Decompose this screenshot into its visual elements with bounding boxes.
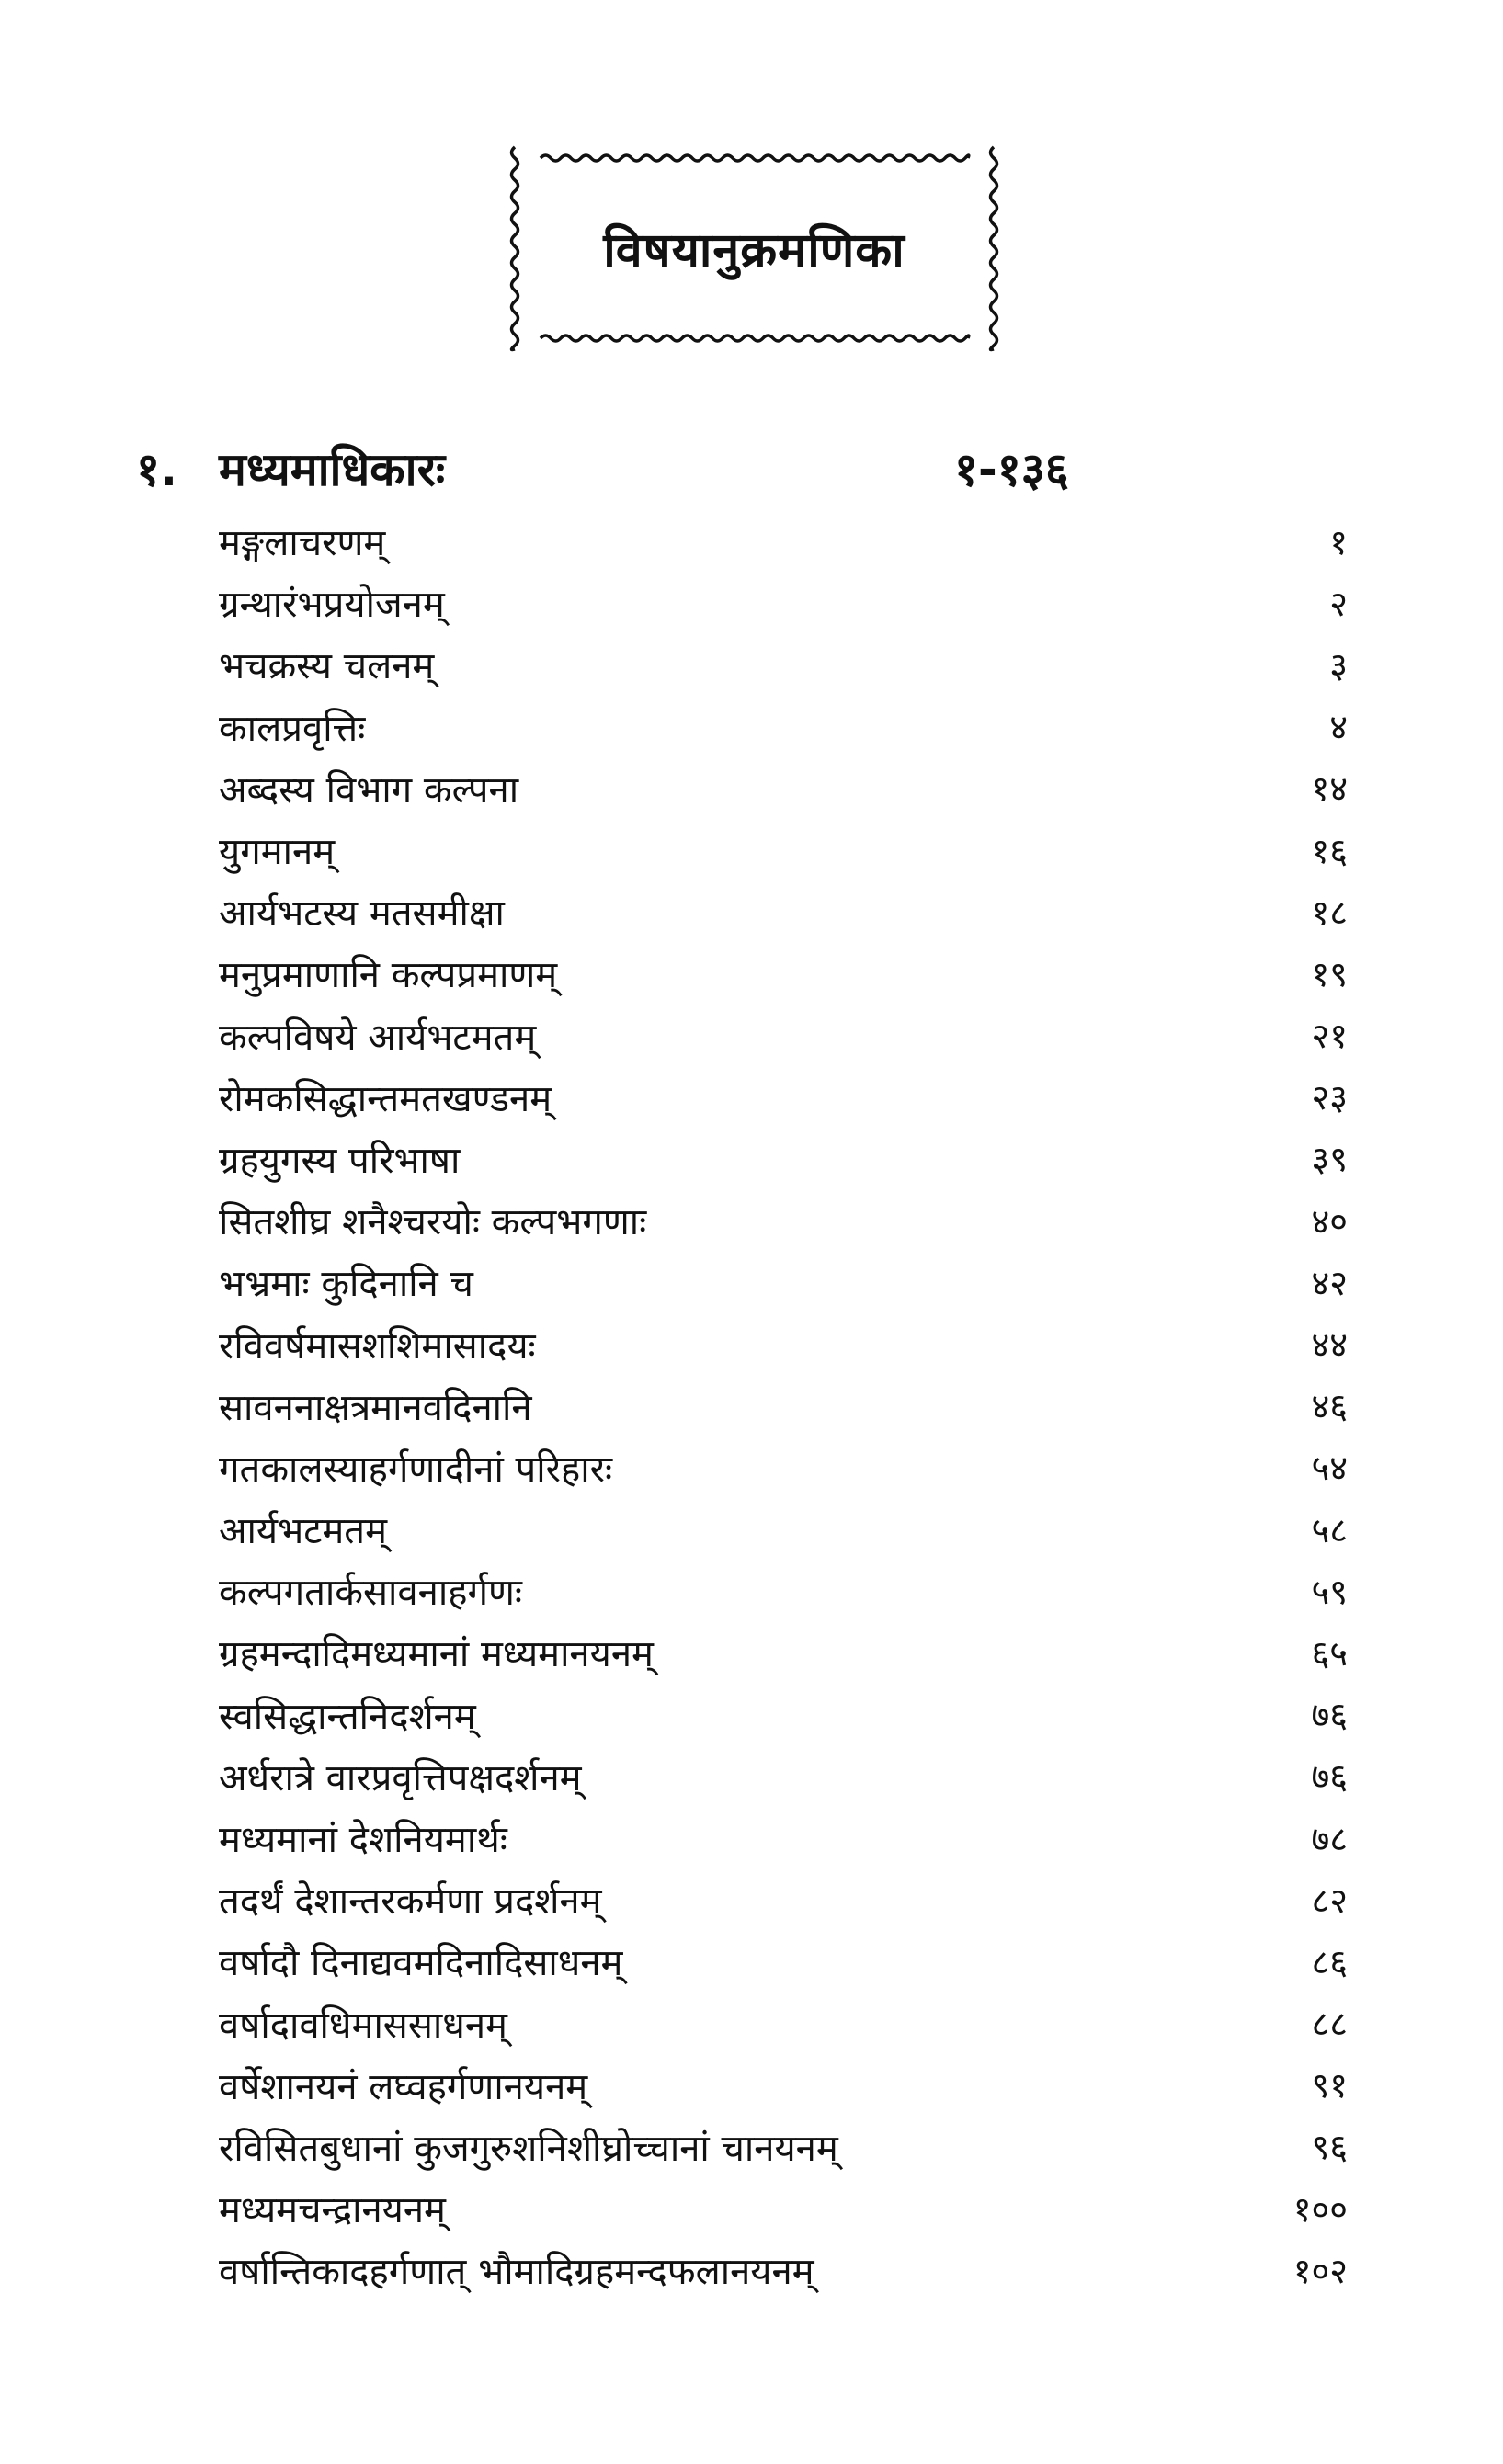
toc-entry <box>219 1189 1348 1251</box>
toc-entry-page: १६ <box>1311 830 1348 871</box>
toc-entry-page: १०२ <box>1292 2250 1348 2291</box>
toc-entry <box>219 1375 1348 1436</box>
toc-entry <box>219 819 1348 880</box>
toc-entry-page: ४ <box>1329 707 1348 748</box>
toc-entry <box>219 510 1348 572</box>
toc-entry-page: ३९ <box>1311 1139 1348 1180</box>
page-title: विषयानुक्रमणिका <box>603 222 905 278</box>
toc-entry-page: ७६ <box>1311 1756 1348 1798</box>
toc-list <box>219 510 1348 2300</box>
toc-entry-page: २१ <box>1311 1016 1348 1057</box>
toc-entry-page: ६५ <box>1311 1632 1348 1674</box>
toc-entry-title: अर्धरात्रे वारप्रवृत्तिपक्षदर्शनम् <box>219 1756 582 1800</box>
toc-entry-title: तदर्थं देशान्तरकर्मणा प्रदर्शनम् <box>219 1880 602 1924</box>
toc-entry <box>219 1807 1348 1868</box>
toc-entry <box>219 942 1348 1004</box>
toc-entry-title: कालप्रवृत्तिः <box>219 707 366 750</box>
title-frame <box>504 140 1005 357</box>
section-page-range: १-१३६ <box>954 443 1069 496</box>
toc-entry <box>219 696 1348 757</box>
toc-entry <box>219 757 1348 819</box>
toc-entry-title: सितशीघ्र शनैश्चरयोः कल्पभगणाः <box>219 1201 647 1244</box>
toc-entry-title: ग्रन्थारंभप्रयोजनम् <box>219 584 445 627</box>
toc-entry-page: ४२ <box>1311 1262 1348 1303</box>
toc-entry-page: २३ <box>1311 1077 1348 1118</box>
toc-entry-page: २ <box>1329 583 1348 624</box>
toc-entry-page: ४६ <box>1311 1386 1348 1427</box>
toc-entry-title: भचक्रस्य चलनम् <box>219 645 435 688</box>
toc-entry-title: भभ्रमाः कुदिनानि च <box>219 1263 473 1306</box>
toc-entry-page: ४० <box>1311 1200 1348 1242</box>
toc-entry-title: वर्षादावधिमाससाधनम् <box>219 2004 507 2047</box>
toc-entry-title: मध्यमचन्द्रानयनम् <box>219 2189 446 2232</box>
toc-entry-page: ८८ <box>1311 2004 1348 2045</box>
toc-entry <box>219 572 1348 633</box>
toc-entry <box>219 1128 1348 1189</box>
section-title: मध्यमाधिकारः <box>219 443 446 496</box>
toc-entry-title: वर्षान्तिकादहर्गणात् भौमादिग्रहमन्दफलानयनम् <box>219 2251 814 2294</box>
toc-entry-title: आर्यभटस्य मतसमीक्षा <box>219 892 505 936</box>
toc-entry <box>219 1745 1348 1807</box>
toc-entry <box>219 1498 1348 1560</box>
toc-entry-page: ५९ <box>1311 1571 1348 1612</box>
toc-entry <box>219 1993 1348 2054</box>
toc-entry-title: कल्पविषये आर्यभटमतम् <box>219 1016 537 1059</box>
toc-entry-page: ३ <box>1329 644 1348 686</box>
toc-entry-page: ७८ <box>1311 1818 1348 1859</box>
section-number: १. <box>136 443 177 496</box>
toc-entry <box>219 2177 1348 2239</box>
toc-entry <box>219 2239 1348 2300</box>
toc-entry-title: वर्षेशानयनं लघ्वहर्गणानयनम् <box>219 2065 588 2108</box>
toc-entry-title: स्वसिद्धान्तनिदर्शनम् <box>219 1695 476 1738</box>
toc-entry-page: १८ <box>1311 891 1348 933</box>
toc-entry-page: ५४ <box>1311 1448 1348 1489</box>
toc-entry <box>219 1930 1348 1992</box>
section-header <box>136 437 1110 501</box>
toc-entry-title: कल्पगतार्कसावनाहर्गणः <box>219 1572 522 1615</box>
toc-entry <box>219 1436 1348 1498</box>
toc-entry <box>219 1251 1348 1312</box>
toc-entry <box>219 2054 1348 2116</box>
toc-entry-title: मध्यमानां देशनियमार्थः <box>219 1819 507 1862</box>
toc-entry-title: ग्रहमन्दादिमध्यमानां मध्यमानयनम् <box>219 1633 654 1676</box>
toc-entry <box>219 1312 1348 1374</box>
toc-entry-title: सावननाक्षत्रमानवदिनानि <box>219 1386 532 1429</box>
toc-entry-page: १९ <box>1311 953 1348 994</box>
toc-entry <box>219 1005 1348 1066</box>
toc-entry-title: रविवर्षमासशशिमासादयः <box>219 1324 536 1368</box>
toc-entry <box>219 1066 1348 1128</box>
toc-entry-page: १४ <box>1311 768 1348 810</box>
toc-entry-title: मङ्गलाचरणम् <box>219 522 386 565</box>
toc-entry-page: ७६ <box>1311 1695 1348 1736</box>
toc-entry <box>219 633 1348 695</box>
toc-entry <box>219 880 1348 942</box>
toc-entry-page: ५८ <box>1311 1509 1348 1550</box>
toc-entry-page: १ <box>1329 521 1348 562</box>
toc-entry-page: ४४ <box>1311 1324 1348 1366</box>
toc-entry-title: युगमानम् <box>219 831 336 874</box>
toc-entry <box>219 1868 1348 1930</box>
toc-entry-page: ९६ <box>1311 2127 1348 2168</box>
toc-entry-title: ग्रहयुगस्य परिभाषा <box>219 1139 461 1182</box>
toc-entry-title: रविसितबुधानां कुजगुरुशनिशीघ्रोच्चानां चानयनम् <box>219 2127 838 2170</box>
toc-entry-title: गतकालस्याहर्गणादीनां परिहारः <box>219 1448 613 1491</box>
toc-entry <box>219 1684 1348 1745</box>
toc-entry-title: मनुप्रमाणानि कल्पप्रमाणम् <box>219 954 558 997</box>
toc-entry <box>219 1560 1348 1621</box>
toc-entry-page: ९१ <box>1311 2065 1348 2106</box>
toc-entry-page: ८६ <box>1311 1941 1348 1982</box>
toc-entry <box>219 2116 1348 2177</box>
toc-entry-page: ८२ <box>1311 1879 1348 1921</box>
toc-entry-title: अब्दस्य विभाग कल्पना <box>219 768 519 812</box>
toc-entry-title: रोमकसिद्धान्तमतखण्डनम् <box>219 1077 552 1120</box>
toc-entry <box>219 1621 1348 1683</box>
toc-entry-page: १०० <box>1292 2188 1348 2230</box>
toc-entry-title: वर्षादौ दिनाद्यवमदिनादिसाधनम् <box>219 1942 623 1985</box>
toc-entry-title: आर्यभटमतम् <box>219 1510 387 1553</box>
